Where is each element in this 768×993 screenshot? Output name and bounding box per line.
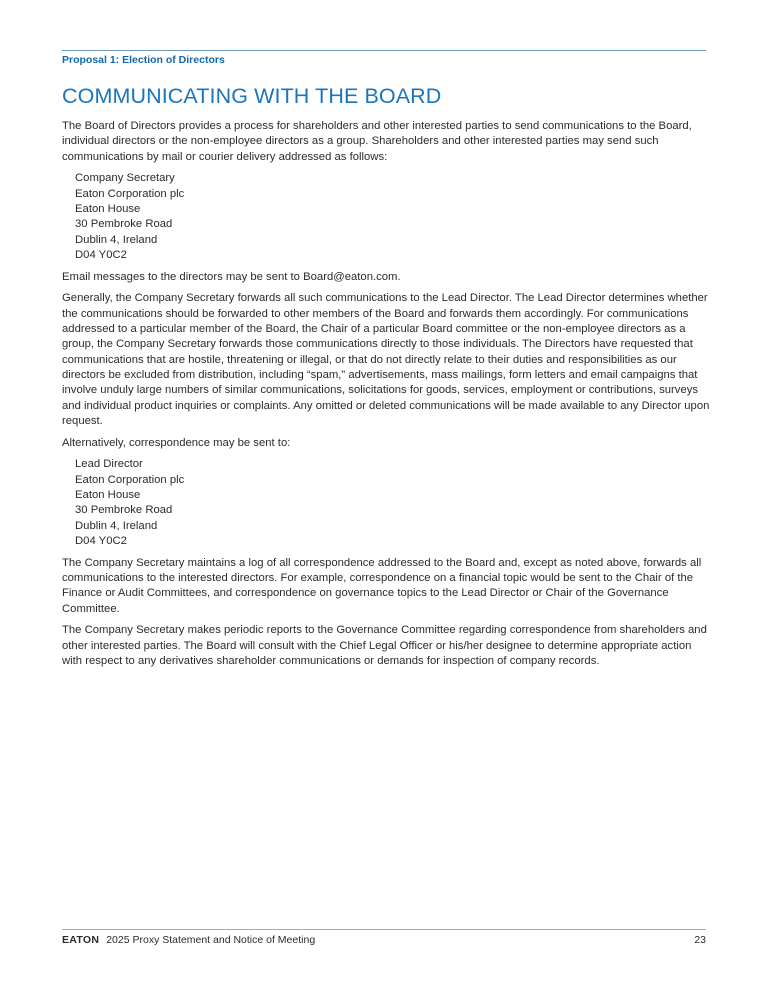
- page-number: 23: [694, 934, 706, 946]
- address-line: 30 Pembroke Road: [75, 504, 173, 517]
- mailing-address: [75, 171, 712, 263]
- process-paragraph: Generally, the Company Secretary forwards all such communications to the Lead Director. The Lead Director determines whether the communications should be forwarded to other members of the Board and forwards them accordingly. For communications addressed to a particular member of the Board, the Chair of a particular Board committee or the non-employee directors as a group, the Company Secretary forwards those communications directly to those individuals. The Directors have requested that communications that are hostile, threatening or illegal, or that do not directly relate to their duties and responsibilities as our directors be excluded from distribution, including “spam,” advertisements, mass mailings, form letters and email campaigns that involve unduly large numbers of similar communications, solicitations for goods, services, employment or contributions, surveys and individual product inquiries or complaints. Any omitted or deleted communications will be made available to any Director upon request.: [62, 292, 710, 427]
- section-label: Proposal 1: Election of Directors: [62, 54, 225, 66]
- address-line: Dublin 4, Ireland: [75, 233, 158, 246]
- footer: [62, 934, 315, 946]
- email-paragraph: Email messages to the directors may be sent to Board@eaton.com.: [62, 270, 401, 283]
- header-divider: [62, 50, 706, 51]
- main-content: [62, 119, 712, 676]
- address-line: Dublin 4, Ireland: [75, 519, 158, 532]
- log-paragraph: The Company Secretary maintains a log of all correspondence addressed to the Board and, except as noted above, forwards all communications to the interested directors. For example, correspondence on a financial topic would be sent to the Chair of the Finance or Audit Committees, and correspondence on governance topics to the Lead Director or Chair of the Governance Committee.: [62, 556, 702, 615]
- alternative-paragraph: Alternatively, correspondence may be sent to:: [62, 436, 291, 449]
- lead-director-address: [75, 457, 712, 549]
- brand-name: EATON: [62, 934, 100, 946]
- reports-paragraph: The Company Secretary makes periodic reports to the Governance Committee regarding correspondence from shareholders and other interested parties. The Board will consult with the Chief Legal Officer or his/her designee to determine appropriate action with respect to any derivatives shareholder communications or demands for inspection of company records.: [62, 624, 707, 667]
- address-line: D04 Y0C2: [75, 534, 127, 547]
- footer-divider: [62, 929, 706, 930]
- document-title: 2025 Proxy Statement and Notice of Meeting: [106, 934, 316, 946]
- address-line: D04 Y0C2: [75, 248, 127, 261]
- address-line: Eaton House: [75, 202, 141, 215]
- address-line: Eaton Corporation plc: [75, 473, 185, 486]
- intro-paragraph: The Board of Directors provides a process for shareholders and other interested parties to send communications to the Board, individual directors or the non-employee directors as a group. Shareholders and other interested parties may send such communications by mail or courier delivery addressed as follows:: [62, 120, 692, 163]
- address-line: 30 Pembroke Road: [75, 218, 173, 231]
- page-title: COMMUNICATING WITH THE BOARD: [62, 84, 442, 108]
- address-line: Eaton House: [75, 489, 141, 502]
- address-line: Eaton Corporation plc: [75, 187, 185, 200]
- address-line: Lead Director: [75, 458, 143, 471]
- address-line: Company Secretary: [75, 172, 175, 185]
